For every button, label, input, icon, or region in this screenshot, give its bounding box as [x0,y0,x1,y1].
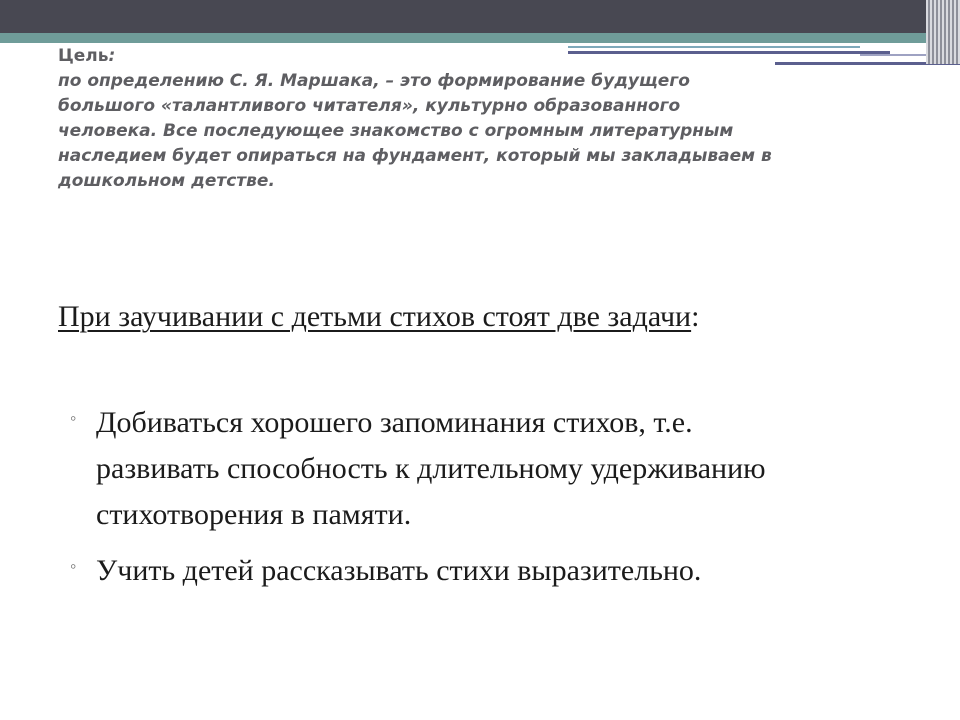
tasks-heading-colon: : [691,300,700,333]
goal-text: по определению С. Я. Маршака, – это формирование будущего большого «талантливого читателя», культурно образованного человека. Все последующее знакомство с огромным литературным наследием будет опираться на фундамент, который мы закладываем в дошкольном детстве. [58,71,772,191]
bullet-icon: ◦ [70,556,77,576]
list-item [58,548,788,594]
header-dark-bar [0,0,960,33]
decorative-stripes [926,0,960,64]
goal-label: Цель [58,46,109,66]
goal-paragraph [58,44,778,194]
list-item [58,400,788,538]
header-teal-bar [0,33,960,43]
decorative-line [860,54,926,56]
list-item-text: Учить детей рассказывать стихи выразительно. [96,554,702,587]
goal-colon: : [108,46,116,66]
bullet-icon: ◦ [70,408,77,428]
tasks-heading-text: При заучивании с детьми стихов стоят две задачи [58,300,692,333]
tasks-list [58,400,788,604]
tasks-heading [58,294,778,339]
list-item-text: Добиваться хорошего запоминания стихов, т.е. развивать способность к длительному удерживанию стихотворения в памяти. [96,406,766,531]
